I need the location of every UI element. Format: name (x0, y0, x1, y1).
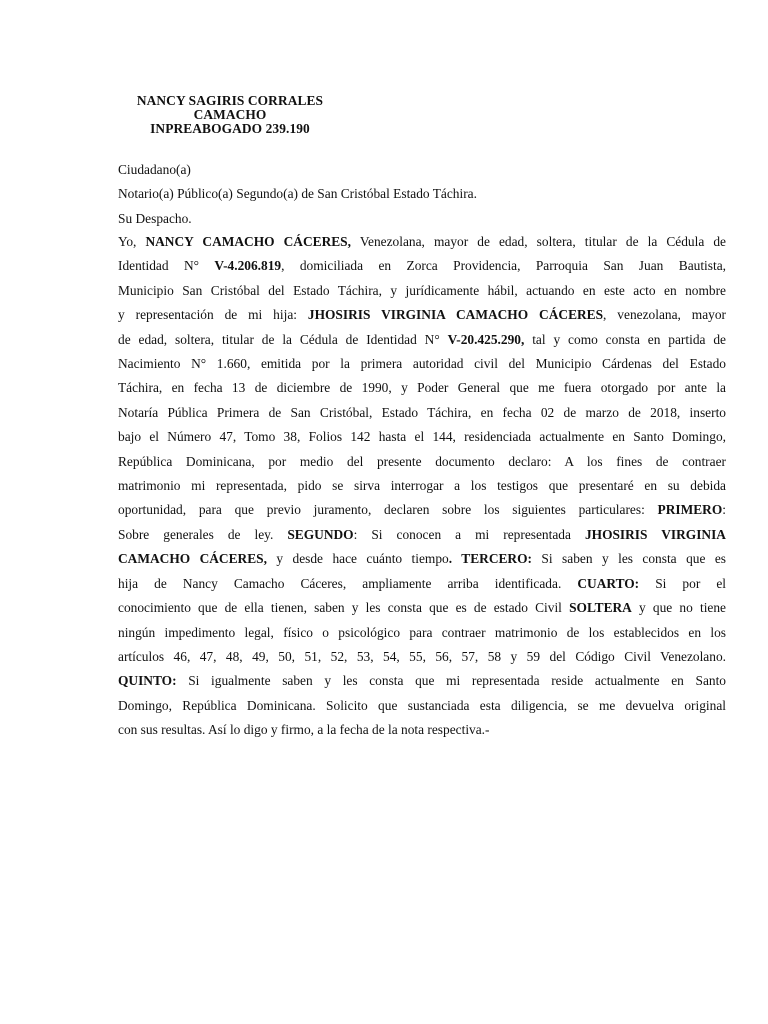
body-line: oportunidad, para que previo juramento, declaren sobre los siguientes particulares: PRIMERO: (118, 502, 726, 518)
body-line: Identidad N° V-4.206.819, domiciliada en Zorca Providencia, Parroquia San Juan Bautista, (118, 258, 726, 274)
salutation-block (118, 158, 477, 231)
body-line: conocimiento que de ella tienen, saben y les consta que es de estado Civil SOLTERA y que no tiene (118, 600, 726, 616)
body-line: CAMACHO CÁCERES, y desde hace cuánto tiempo. TERCERO: Si saben y les consta que es (118, 551, 726, 567)
body-line: y representación de mi hija: JHOSIRIS VIRGINIA CAMACHO CÁCERES, venezolana, mayor (118, 307, 726, 323)
body-line: matrimonio mi representada, pido se sirva interrogar a los testigos que presentaré en su debida (118, 478, 726, 494)
body-line: Municipio San Cristóbal del Estado Táchira, y jurídicamente hábil, actuando en este acto en nombre (118, 282, 726, 298)
letterhead-name-line1: NANCY SAGIRIS CORRALES (136, 93, 324, 108)
body-line: Domingo, República Dominicana. Solicito que sustanciada esta diligencia, se me devuelva original (118, 697, 726, 713)
body-line-last: con sus resultas. Así lo digo y firmo, a la fecha de la nota respectiva.- (118, 722, 490, 738)
body-paragraph (118, 230, 726, 743)
body-line: hija de Nancy Camacho Cáceres, ampliamente arriba identificada. CUARTO: Si por el (118, 575, 726, 591)
salutation-recipient: Ciudadano(a) (118, 162, 191, 177)
body-line: QUINTO: Si igualmente saben y les consta que mi representada reside actualmente en Santo (118, 673, 726, 689)
body-line: bajo el Número 47, Tomo 38, Folios 142 hasta el 144, residenciada actualmente en Santo Domingo, (118, 429, 726, 445)
body-line: Táchira, en fecha 13 de diciembre de 1990, y Poder General que me fuera otorgado por ante la (118, 380, 726, 396)
letterhead-name-line2: CAMACHO (193, 107, 267, 122)
salutation-notary: Notario(a) Público(a) Segundo(a) de San Cristóbal Estado Táchira. (118, 186, 477, 202)
letterhead-inpreabogado: INPREABOGADO 239.190 (150, 121, 310, 136)
body-line: ningún impedimento legal, físico o psicológico para contraer matrimonio de los establecidos en los (118, 624, 726, 640)
body-line: artículos 46, 47, 48, 49, 50, 51, 52, 53, 54, 55, 56, 57, 58 y 59 del Código Civil Venezolano. (118, 648, 726, 664)
body-line: Nacimiento N° 1.660, emitida por la primera autoridad civil del Municipio Cárdenas del Estado (118, 356, 726, 372)
body-line: de edad, soltera, titular de la Cédula de Identidad N° V-20.425.290, tal y como consta en partida de (118, 331, 726, 347)
letterhead (118, 94, 342, 136)
body-line: Sobre generales de ley. SEGUNDO: Si conocen a mi representada JHOSIRIS VIRGINIA (118, 526, 726, 542)
body-line: Yo, NANCY CAMACHO CÁCERES, Venezolana, mayor de edad, soltera, titular de la Cédula de (118, 234, 726, 249)
body-line: República Dominicana, por medio del presente documento declaro: A los fines de contraer (118, 453, 726, 469)
body-line: Notaría Pública Primera de San Cristóbal, Estado Táchira, en fecha 02 de marzo de 2018, inserto (118, 404, 726, 420)
salutation-despacho: Su Despacho. (118, 210, 192, 226)
